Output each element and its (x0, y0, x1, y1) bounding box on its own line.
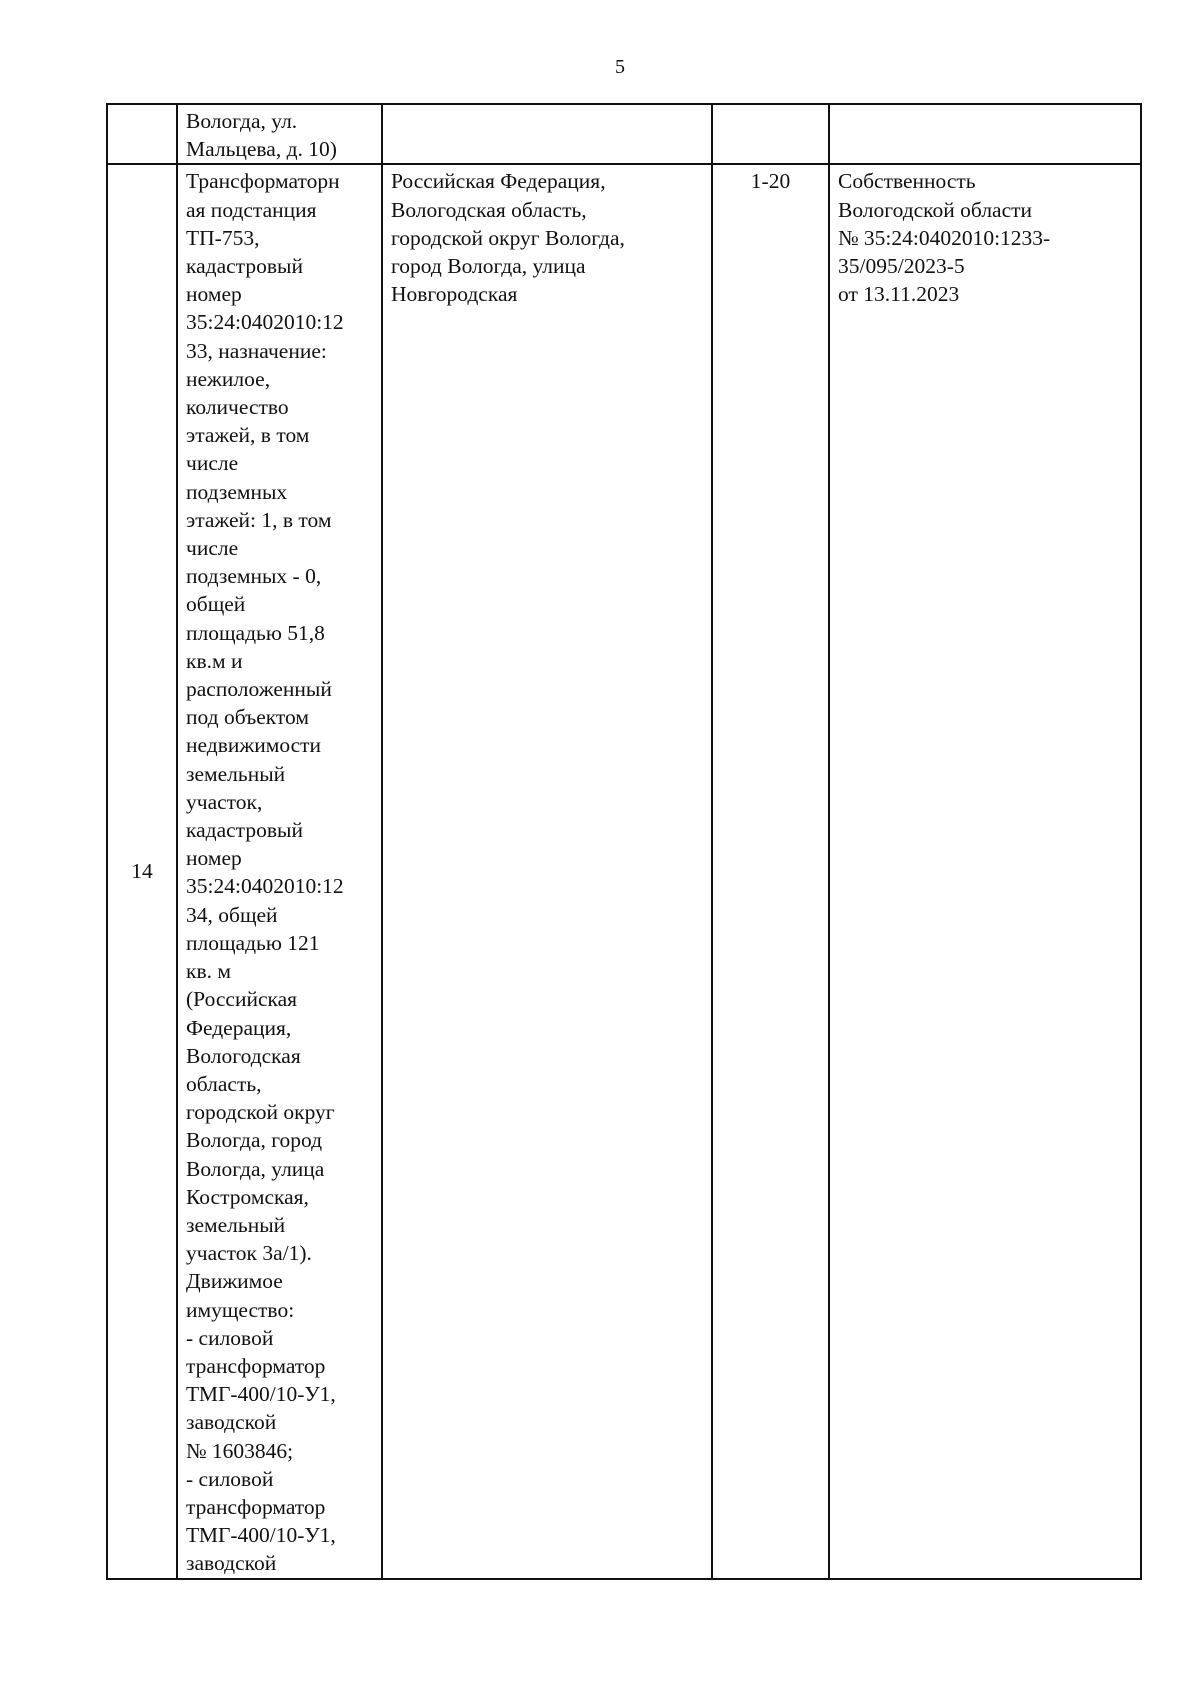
cell-quantity (712, 104, 829, 164)
table-row-continuation (107, 104, 1141, 164)
cell-number: 14 (107, 164, 177, 1578)
cell-quantity: 1-20 (712, 164, 829, 1578)
cell-ownership (829, 104, 1141, 164)
cell-address: Российская Федерация, Вологодская область, городской округ Вологда, город Вологда, улица Новгородская (382, 164, 712, 1578)
cell-object-description: Вологда, ул. Мальцева, д. 10) (177, 104, 382, 164)
page-number: 5 (615, 56, 625, 78)
cell-ownership: Собственность Вологодской области № 35:24:0402010:1233- 35/095/2023-5 от 13.11.2023 (829, 164, 1141, 1578)
cell-address (382, 104, 712, 164)
table-row-14 (107, 164, 1141, 1578)
property-table (106, 103, 1142, 1580)
cell-object-description: Трансформаторн ая подстанция ТП-753, кадастровый номер 35:24:0402010:12 33, назначение: нежилое, количество этажей, в том числе подземных этажей: 1, в том числе подземных - 0, общей площадью 51,8 кв.м и расположенный под объектом недвижимости земельный участок, кадастровый номер 35:24:0402010:12 34, общей площадью 121 кв. м (Российская Федерация, Вологодская область, городской округ Вологда, город Вологда, улица Костромская, земельный участок 3а/1). Движимое имущество: - силовой трансформатор ТМГ-400/10-У1, заводской № 1603846; - силовой трансформатор ТМГ-400/10-У1, заводской (177, 164, 382, 1578)
cell-number (107, 104, 177, 164)
